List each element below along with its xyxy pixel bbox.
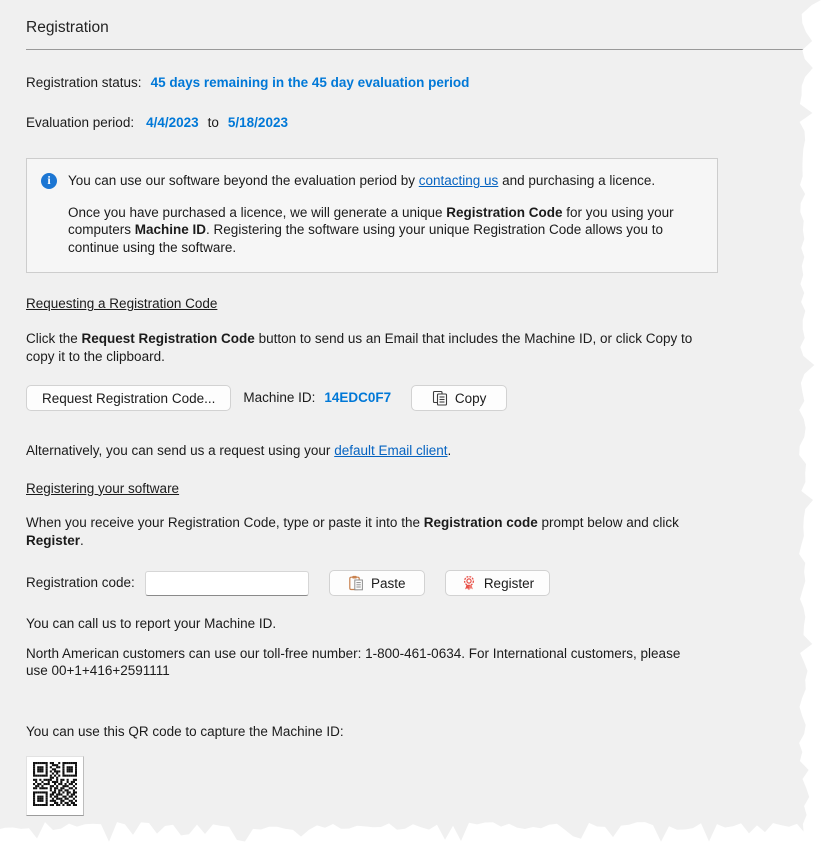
info-icon: i <box>41 173 57 189</box>
evaluation-end-date: 5/18/2023 <box>227 114 288 130</box>
registration-status-value: 45 days remaining in the 45 day evaluation period <box>150 75 470 91</box>
contacting-us-link[interactable]: contacting us <box>418 173 499 189</box>
registration-status-label: Registration status: <box>26 75 142 91</box>
text-segment: . <box>447 443 452 459</box>
text-segment: Alternatively, you can send us a request using your <box>26 443 335 459</box>
text-segment: prompt below and click <box>537 515 679 531</box>
qr-code-image <box>33 762 77 811</box>
evaluation-period-label: Evaluation period: <box>26 114 135 130</box>
machine-id-row <box>26 385 795 411</box>
registration-code-row <box>26 570 795 596</box>
request-registration-code-button[interactable] <box>26 385 231 411</box>
evaluation-to-text: to <box>207 114 219 130</box>
request-registration-code-label: Request Registration Code... <box>42 390 216 406</box>
info-paragraph-2 <box>68 204 699 257</box>
register-ribbon-icon <box>461 575 477 591</box>
page-title: Registration <box>26 19 109 36</box>
info-box-text <box>68 172 699 256</box>
text-segment: button to send us an Email that includes the Machine ID, or click Copy to copy it to the clipboard. <box>26 330 693 364</box>
text-segment: . <box>80 532 84 548</box>
evaluation-period-row <box>26 114 795 132</box>
machine-id-label: Machine ID: <box>243 390 316 406</box>
machine-id-bold: Machine ID <box>134 222 207 238</box>
torn-edge-bottom <box>0 819 821 851</box>
copy-button[interactable] <box>411 385 507 411</box>
evaluation-start-date: 4/4/2023 <box>146 114 199 130</box>
requesting-section-heading: Requesting a Registration Code <box>26 296 218 312</box>
registration-status-row <box>26 74 795 92</box>
register-bold: Register <box>26 532 81 548</box>
info-paragraph-1 <box>68 172 699 190</box>
requesting-instructions <box>26 330 694 365</box>
text-segment: When you receive your Registration Code, type or paste it into the <box>26 515 424 531</box>
copy-icon <box>432 390 448 406</box>
info-box <box>26 158 718 273</box>
registration-code-prompt-bold: Registration code <box>423 515 538 531</box>
text-segment: You can use our software beyond the evaluation period by <box>68 173 419 189</box>
phone-numbers-line: North American customers can use our toll-free number: 1-800-461-0634. For International customers, please use 00+1+416+2591111 <box>26 645 681 679</box>
paste-icon <box>348 575 364 591</box>
call-us-line: You can call us to report your Machine ID. <box>26 616 277 632</box>
qr-code-card <box>26 756 84 816</box>
paste-button-label: Paste <box>371 575 406 591</box>
text-segment: Click the <box>26 330 82 346</box>
text-segment: Once you have purchased a licence, we will generate a unique <box>68 204 447 220</box>
alternative-email-line <box>26 442 795 460</box>
registering-section-heading: Registering your software <box>26 480 180 496</box>
paste-button[interactable] <box>329 570 425 596</box>
default-email-client-link[interactable]: default Email client <box>334 443 448 459</box>
text-segment: and purchasing a licence. <box>498 173 656 189</box>
registering-instructions <box>26 514 694 549</box>
qr-caption: You can use this QR code to capture the Machine ID: <box>26 723 344 739</box>
register-button-label: Register <box>483 575 535 591</box>
title-divider <box>26 49 812 50</box>
request-code-bold: Request Registration Code <box>81 330 255 346</box>
registration-code-label: Registration code: <box>26 575 135 591</box>
registration-code-input[interactable] <box>145 571 309 596</box>
text-segment: for you using your computers <box>68 204 674 238</box>
registration-code-bold: Registration Code <box>446 204 563 220</box>
copy-button-label: Copy <box>454 390 487 406</box>
machine-id-value: 14EDC0F7 <box>324 390 392 406</box>
text-segment: . Registering the software using your unique Registration Code allows you to continue using the software. <box>68 222 664 255</box>
register-button[interactable] <box>445 570 550 596</box>
